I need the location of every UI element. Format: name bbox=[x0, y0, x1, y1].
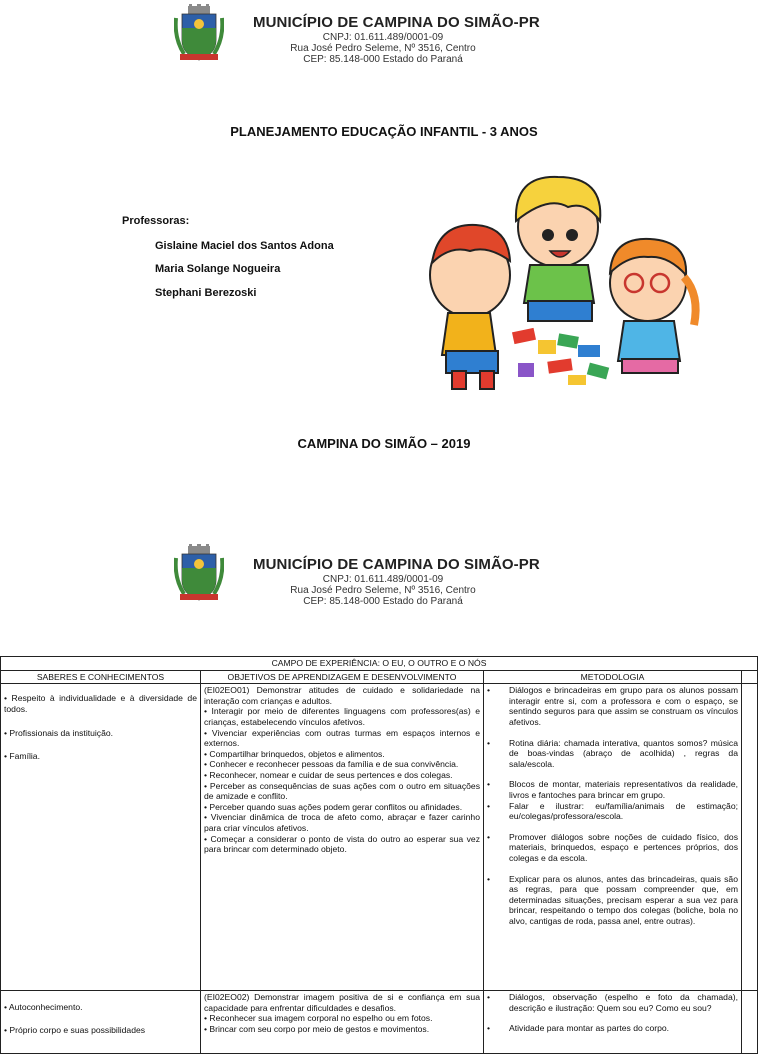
method-item: • Explicar para os alunos, antes das brincadeiras, quais são as regras, para que possam compreender que, em determinadas situações, precisam esperar a sua vez para brincar, respeitando o tempo dos colegas (boliche, bola no alvo, cantigas de roda, passa anel, entre outras). bbox=[487, 873, 738, 926]
table-row bbox=[1, 670, 758, 684]
crest-icon bbox=[174, 544, 224, 604]
objective-code-text: (EI02EO01) Demonstrar atitudes de cuidado e solidariedade na interação com crianças e adultos. bbox=[204, 685, 480, 706]
empty-cell bbox=[742, 670, 758, 684]
empty-cell bbox=[742, 684, 758, 991]
municipal-crest-bottom bbox=[174, 544, 224, 609]
cep-text: CEP: 85.148-000 Estado do Paraná bbox=[303, 54, 463, 65]
planning-table bbox=[0, 656, 758, 1054]
method-item: • Falar e ilustrar: eu/família/animais de estimação; eu/colegas/professora/escola. bbox=[487, 800, 738, 822]
municipal-crest-top bbox=[174, 4, 224, 69]
objective-item: • Brincar com seu corpo por meio de gestos e movimentos. bbox=[204, 1023, 430, 1034]
city-year: CAMPINA DO SIMÃO – 2019 bbox=[297, 436, 471, 451]
objective-item: • Perceber as consequências de suas ações com o outro em situações de amizade e conflito. bbox=[204, 780, 480, 802]
cnpj-text: CNPJ: 01.611.489/0001-09 bbox=[322, 574, 444, 585]
objective-item: • Conhecer e reconhecer pessoas da família e de sua convivência. bbox=[204, 759, 459, 770]
column-header: METODOLOGIA bbox=[484, 670, 742, 684]
saberes-item: • Família. bbox=[4, 750, 40, 761]
saberes-cell bbox=[1, 991, 201, 1054]
objective-code-text: (EI02EO02) Demonstrar imagem positiva de si e confiança em sua capacidade para enfrentar dificuldades e desafios. bbox=[204, 992, 480, 1013]
table-row bbox=[1, 991, 758, 1054]
saberes-cell bbox=[1, 684, 201, 991]
objective-item: • Interagir por meio de diferentes linguagens com professores(as) e crianças, estabelecendo vínculos afetivos. bbox=[204, 706, 480, 727]
objective-item: • Compartilhar brinquedos, objetos e alimentos. bbox=[204, 748, 385, 759]
children-playing-illustration bbox=[418, 165, 718, 400]
method-item: • Blocos de montar, materiais representativos da realidade, livros e fantoches para brincar em grupo. bbox=[487, 779, 738, 800]
method-item: • Diálogos e brincadeiras em grupo para os alunos possam interagir entre si, com a professora e com o espaço, se sentindo seguros para que assim se construam os vínculos afetivos. bbox=[487, 685, 738, 727]
cnpj-text: CNPJ: 01.611.489/0001-09 bbox=[322, 32, 444, 43]
children-playing-icon bbox=[418, 165, 718, 395]
column-header: OBJETIVOS DE APRENDIZAGEM E DESENVOLVIMENTO bbox=[201, 670, 484, 684]
address-text: Rua José Pedro Seleme, Nº 3516, Centro bbox=[290, 585, 476, 596]
teacher-name: Gislaine Maciel dos Santos Adona bbox=[155, 240, 334, 252]
saberes-item: • Próprio corpo e suas possibilidades bbox=[4, 1024, 146, 1035]
crest-icon bbox=[174, 4, 224, 64]
page-title: PLANEJAMENTO EDUCAÇÃO INFANTIL - 3 ANOS bbox=[230, 124, 538, 139]
objetivos-cell bbox=[201, 991, 484, 1054]
objetivos-cell bbox=[201, 684, 484, 991]
method-item: • Rotina diária: chamada interativa, quantos somos? música de boas-vindas (abraço de acolhida) , regras da sala/escola. bbox=[487, 737, 738, 769]
objective-item: • Perceber quando suas ações podem gerar conflitos ou afinidades. bbox=[204, 801, 463, 812]
cep-text: CEP: 85.148-000 Estado do Paraná bbox=[303, 596, 463, 607]
objective-item: • Reconhecer sua imagem corporal no espelho ou em fotos. bbox=[204, 1013, 433, 1024]
saberes-item: • Respeito à individualidade e à diversidade de todos. bbox=[4, 693, 197, 714]
objective-item: • Vivenciar dinâmica de troca de afeto como, abraçar e fazer carinho para criar vínculos afetivos. bbox=[204, 812, 480, 833]
teacher-name: Maria Solange Nogueira bbox=[155, 263, 281, 275]
teachers-label: Professoras: bbox=[122, 215, 190, 227]
metodologia-cell bbox=[484, 991, 742, 1054]
municipality-name: MUNICÍPIO DE CAMPINA DO SIMÃO-PR bbox=[253, 556, 540, 573]
method-item: • Promover diálogos sobre noções de cuidado físico, dos materiais, brinquedos, espaço e pertences próprios, dos colegas e da escola. bbox=[487, 831, 738, 863]
empty-cell bbox=[742, 991, 758, 1054]
table-row bbox=[1, 657, 758, 671]
objective-item: • Reconhecer, nomear e cuidar de seus pertences e dos colegas. bbox=[204, 769, 453, 780]
table-row bbox=[1, 684, 758, 991]
address-text: Rua José Pedro Seleme, Nº 3516, Centro bbox=[290, 43, 476, 54]
saberes-item: • Autoconhecimento. bbox=[4, 1002, 83, 1013]
method-item: • Atividade para montar as partes do corpo. bbox=[487, 1023, 670, 1034]
saberes-item: • Profissionais da instituição. bbox=[4, 728, 114, 739]
municipality-name: MUNICÍPIO DE CAMPINA DO SIMÃO-PR bbox=[253, 14, 540, 31]
column-header: SABERES E CONHECIMENTOS bbox=[1, 670, 201, 684]
method-item: • Diálogos, observação (espelho e foto da chamada), descrição e ilustração: Quem sou eu? Como eu sou? bbox=[487, 992, 738, 1013]
metodologia-cell bbox=[484, 684, 742, 991]
teacher-name: Stephani Berezoski bbox=[155, 287, 257, 299]
objective-item: • Vivenciar experiências com outras turmas em espaços internos e externos. bbox=[204, 727, 480, 749]
objective-item: • Começar a considerar o ponto de vista do outro ao esperar sua vez para brincar com determinado objeto. bbox=[204, 833, 480, 855]
campo-experiencia-header: CAMPO DE EXPERIÊNCIA: O EU, O OUTRO E O NÓS bbox=[1, 657, 758, 671]
